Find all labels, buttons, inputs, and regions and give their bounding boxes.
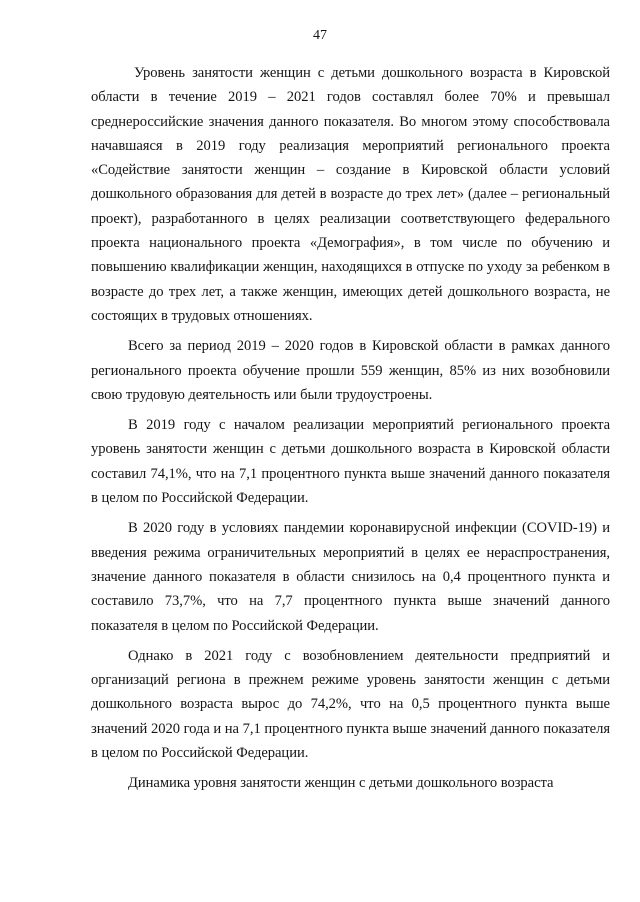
paragraph: В 2019 году с началом реализации мероприятий регионального проекта уровень занятости женщин с детьми дошкольного возраста в Кировской области составил 74,1%, что на 7,1 процентного пункта выше значений данного показателя в целом по Российской Федерации. [91, 417, 610, 507]
paragraph: Однако в 2021 году с возобновлением деятельности предприятий и организаций региона в прежнем режиме уровень занятости женщин с детьми дошкольного возраста вырос до 74,2%, что на 0,5 процентного пункта выше значений 2020 года и на 7,1 процентного пункта выше значений данного показателя в целом по Российской Федерации. [91, 647, 610, 762]
paragraph: Уровень занятости женщин с детьми дошкольного возраста в Кировской области в течение 2019 – 2021 годов составлял более 70% и превышал среднероссийские значения данного показателя. Во многом этому способствовала начавшаяся в 2019 году реализация мероприятий регионального проекта «Содействие занятости женщин – создание в Кировской области условий дошкольного образования для детей в возрасте до трех лет» (далее – региональный проект), разработанного в целях реализации соответствующего федерального проекта национального проекта «Демография», в том числе по обучению и повышению квалификации женщин, находящихся в отпуске по уходу за ребенком в возрасте до трех лет, а также женщин, имеющих детей дошкольного возраста, не состоящих в трудовых отношениях. [91, 65, 610, 324]
paragraph: Динамика уровня занятости женщин с детьми дошкольного возраста [128, 775, 554, 792]
document-body [91, 61, 610, 802]
paragraph: Всего за период 2019 – 2020 годов в Кировской области в рамках данного регионального проекта обучение прошли 559 женщин, 85% из них возобновили свою трудовую деятельность или были трудоустроены. [91, 338, 610, 403]
paragraph: В 2020 году в условиях пандемии коронавирусной инфекции (COVID-19) и введения режима ограничительных мероприятий в целях ее нераспространения, значение данного показателя в области снизилось на 0,4 процентного пункта и составило 73,7%, что на 7,7 процентного пункта выше значений данного показателя в целом по Российской Федерации. [91, 520, 610, 634]
page-number: 47 [313, 28, 327, 43]
